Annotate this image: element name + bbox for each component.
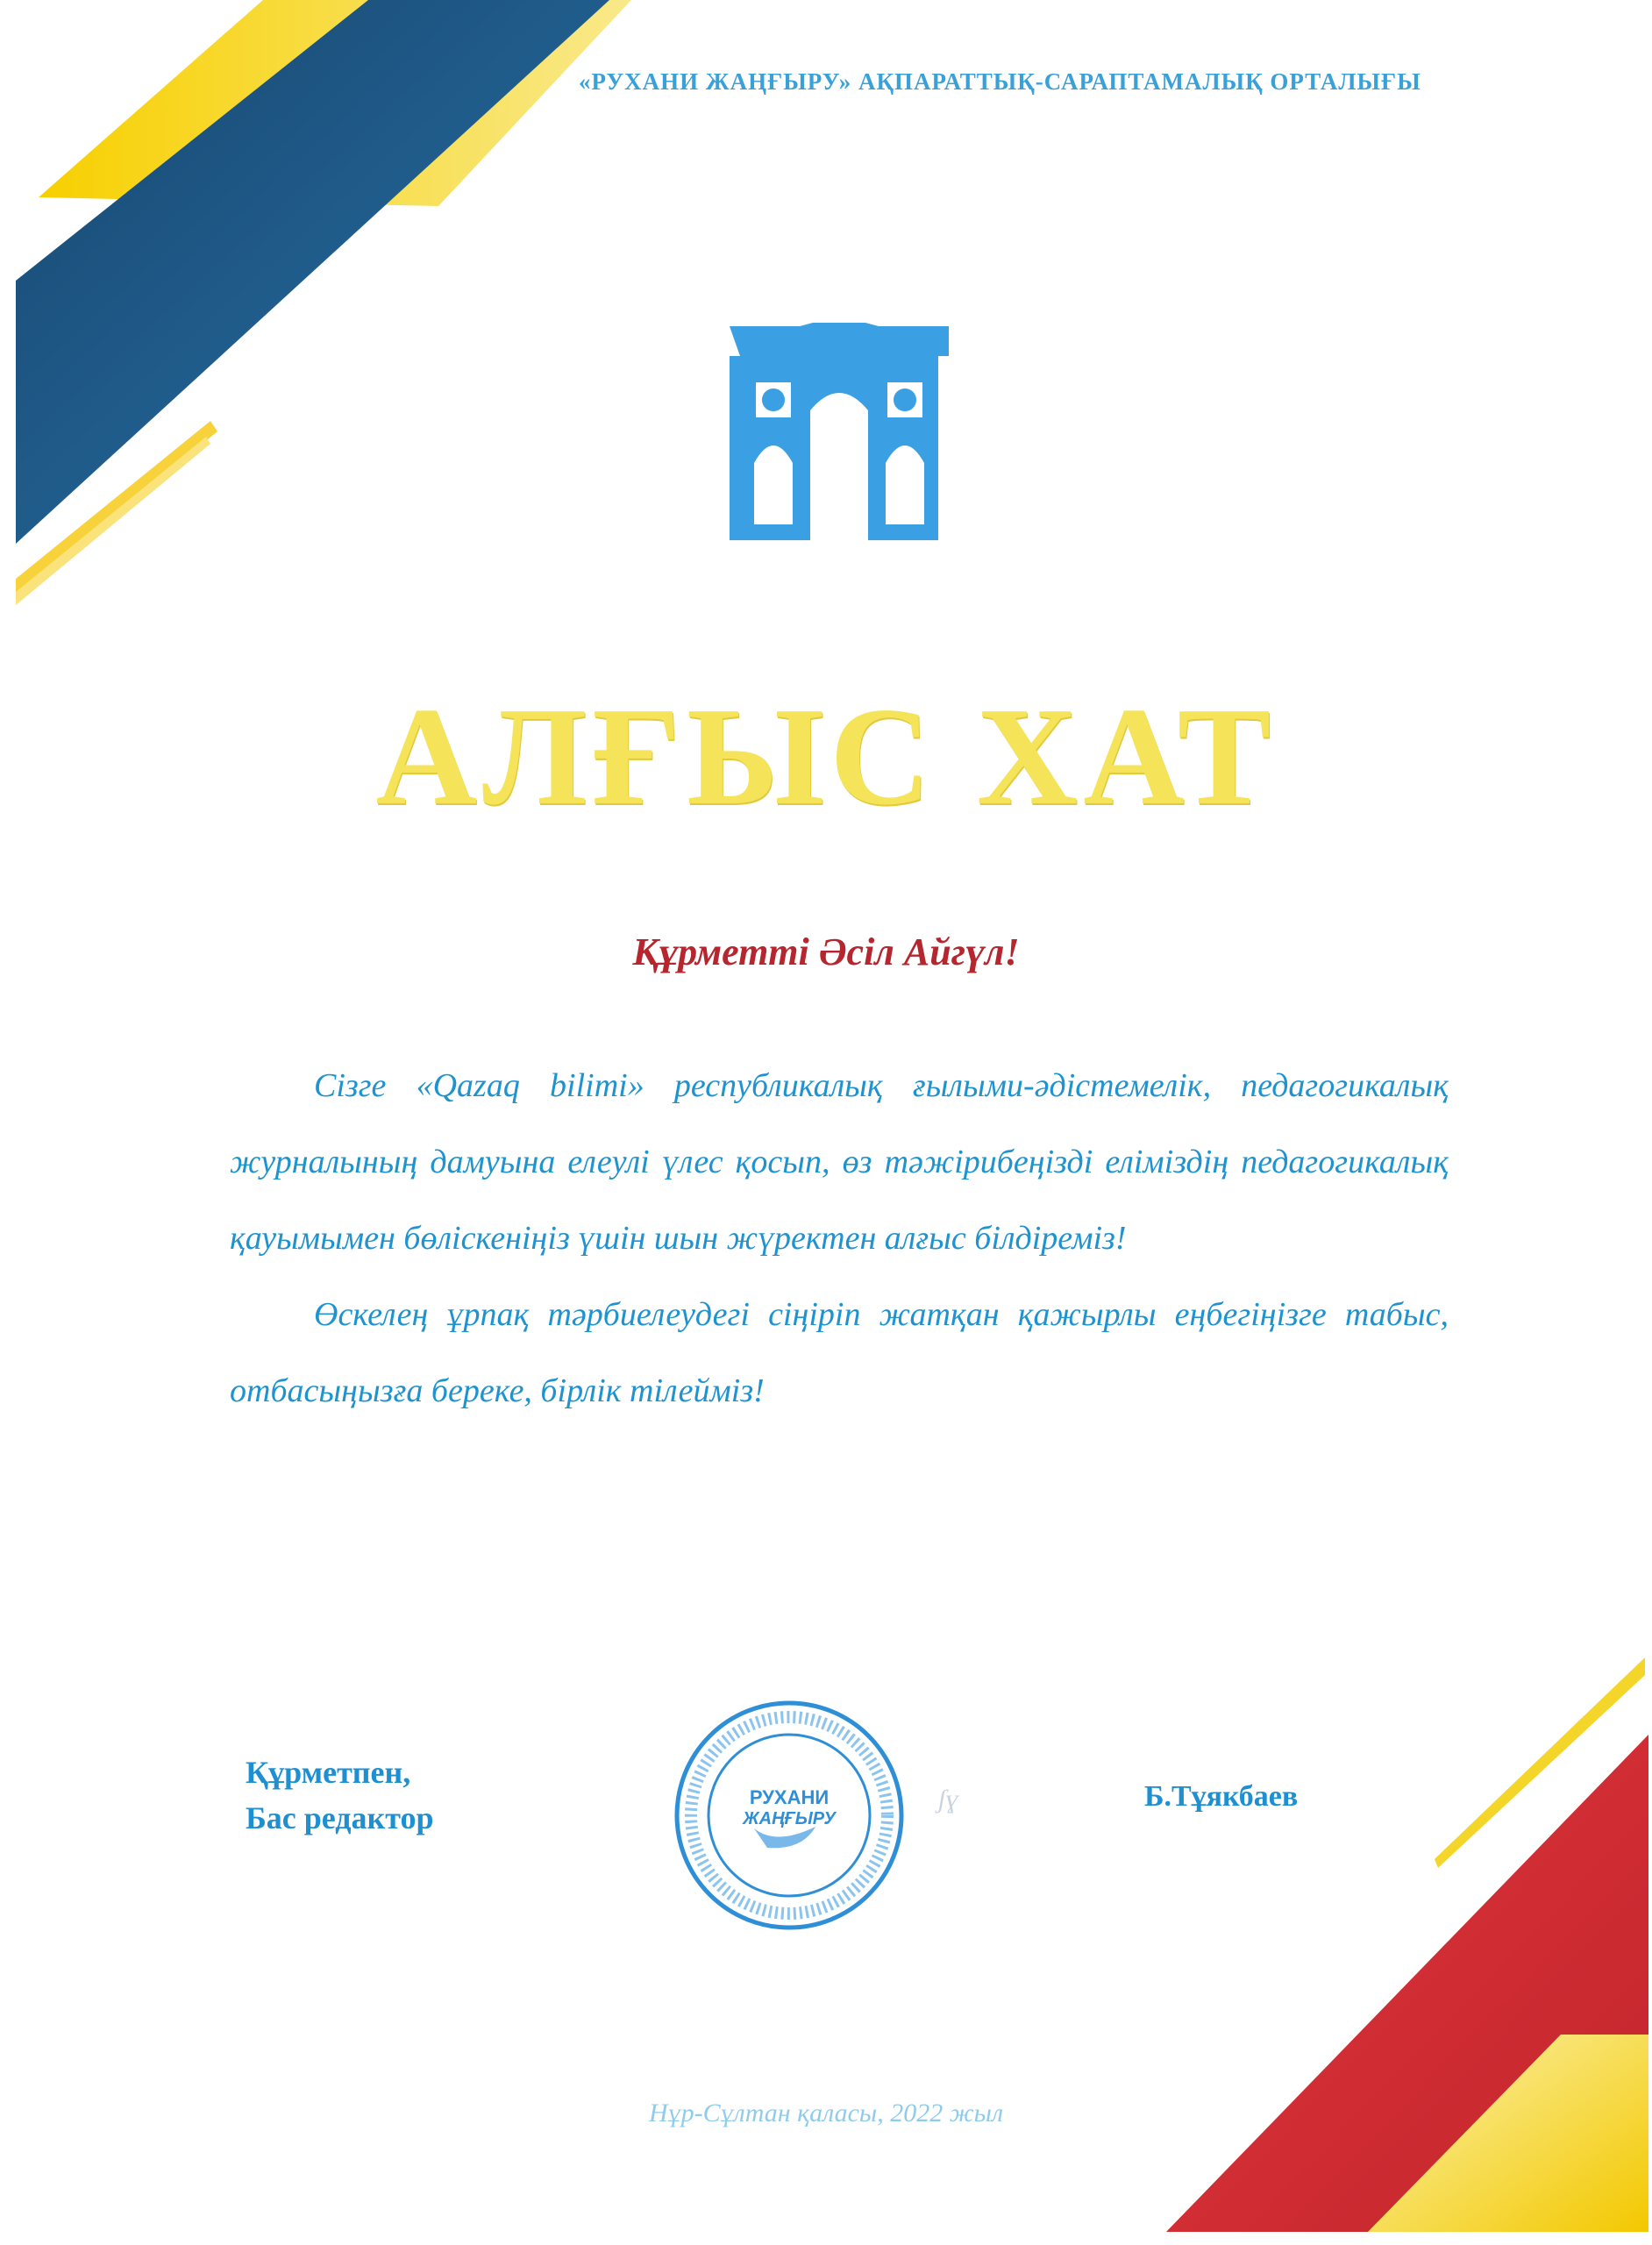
- organization-header: «РУХАНИ ЖАҢҒЫРУ» АҚПАРАТТЫҚ-САРАПТАМАЛЫҚ ОРТАЛЫҒЫ: [579, 68, 1421, 95]
- position-line: Бас редактор: [246, 1800, 434, 1835]
- letter-body: [230, 1048, 1449, 1429]
- round-stamp: [671, 1697, 908, 1934]
- document-title: АЛҒЫС ХАТ: [375, 678, 1277, 834]
- body-paragraph-1: Сізге «Qazaq bilimi» республикалық ғылыми-әдістемелік, педагогикалық журналының дамуына елеулі үлес қосып, өз тәжірибеңізді еліміздің педагогикалық қауымымен бөліскеніңіз үшін шын жүректен алғыс білдіреміз!: [230, 1067, 1449, 1257]
- stamp-text-line-2: ЖАҢҒЫРУ: [743, 1809, 836, 1828]
- salutation: Құрметті Әсіл Айгүл!: [632, 930, 1020, 973]
- arch-gate-icon: [730, 323, 949, 540]
- footer-place-year: Нұр-Сұлтан қаласы, 2022 жыл: [648, 2099, 1004, 2127]
- regards-block: [246, 1750, 434, 1841]
- stamp-text-line-1: РУХАНИ: [749, 1786, 830, 1808]
- signer-name: Б.Тұякбаев: [1144, 1780, 1299, 1813]
- body-paragraph-2: Өскелең ұрпақ тәрбиелеудегі сіңіріп жатқан қажырлы еңбегіңізге табыс, отбасыңызға береке, бірлік тілейміз!: [230, 1296, 1449, 1409]
- handwritten-signature: ʃɣ: [938, 1785, 958, 1814]
- regards-line: Құрметпен,: [246, 1755, 411, 1790]
